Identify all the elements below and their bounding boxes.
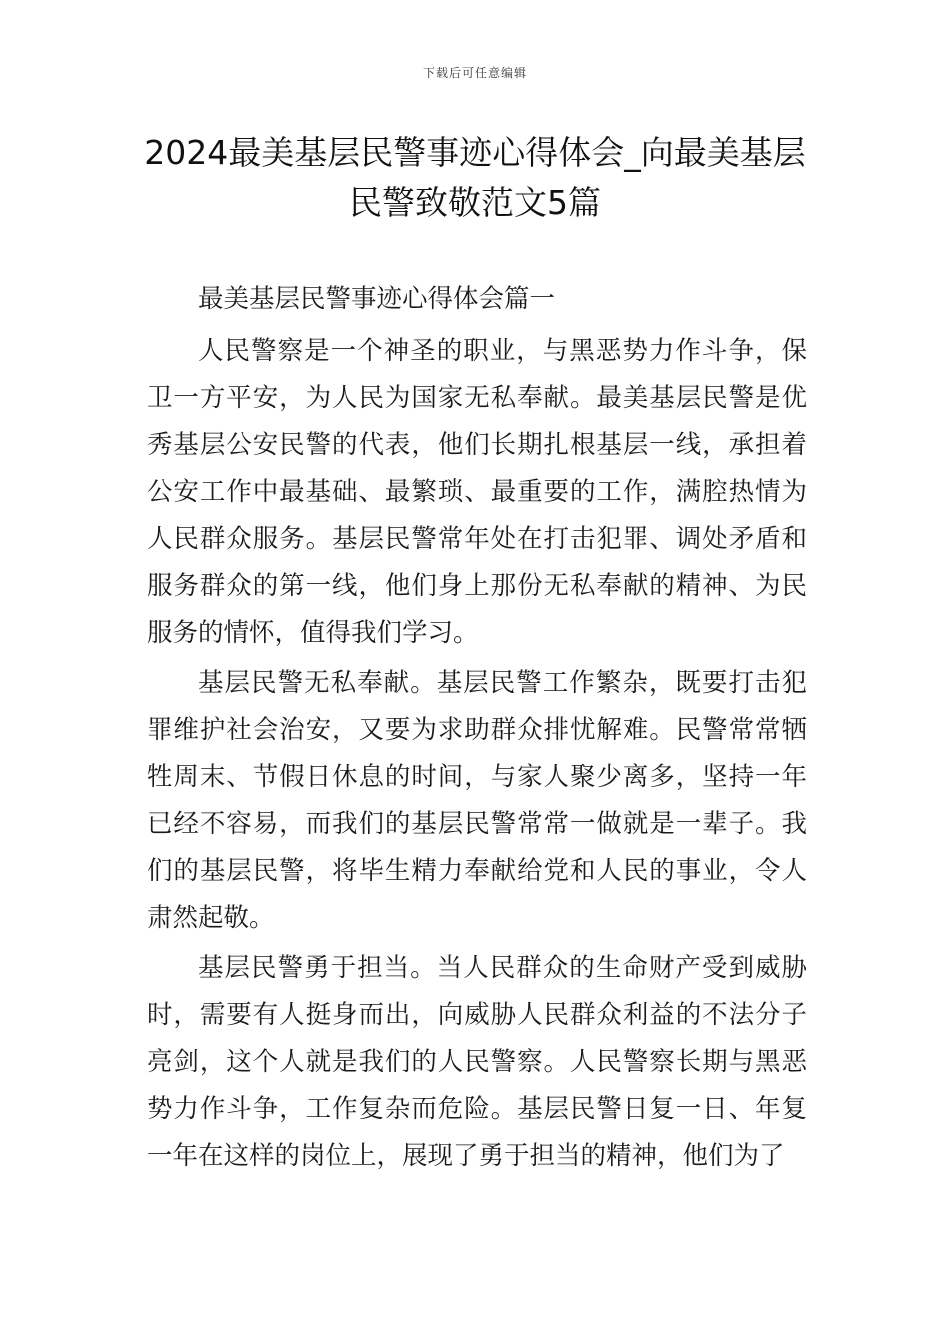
header-note: 下载后可任意编辑 [422, 66, 527, 80]
paragraph: 基层民警无私奉献。基层民警工作繁杂，既要打击犯罪维护社会治安，又要为求助群众排忧解难。民警常常牺牲周末、节假日休息的时间，与家人聚少离多，坚持一年已经不容易，而我们的基层民警常常一做就是一辈子。我们的基层民警，将毕生精力奉献给党和人民的事业，令人肃然起敬。 [147, 668, 807, 933]
section-heading: 最美基层民警事迹心得体会篇一 [198, 284, 556, 314]
paragraph: 人民警察是一个神圣的职业，与黑恶势力作斗争，保卫一方平安，为人民为国家无私奉献。最美基层民警是优秀基层公安民警的代表，他们长期扎根基层一线，承担着公安工作中最基础、最繁琐、最重要的工作，满腔热情为人民群众服务。基层民警常年处在打击犯罪、调处矛盾和服务群众的第一线，他们身上那份无私奉献的精神、为民服务的情怀，值得我们学习。 [147, 336, 807, 648]
paragraph: 基层民警勇于担当。当人民群众的生命财产受到威胁时，需要有人挺身而出，向威胁人民群众利益的不法分子亮剑，这个人就是我们的人民警察。人民警察长期与黑恶势力作斗争，工作复杂而危险。基层民警日复一日、年复一年在这样的岗位上，展现了勇于担当的精神，他们为了 [147, 953, 807, 1171]
document-title: 2024最美基层民警事迹心得体会_向最美基层民警致敬范文5篇 [144, 133, 806, 222]
document-body [147, 276, 807, 1183]
